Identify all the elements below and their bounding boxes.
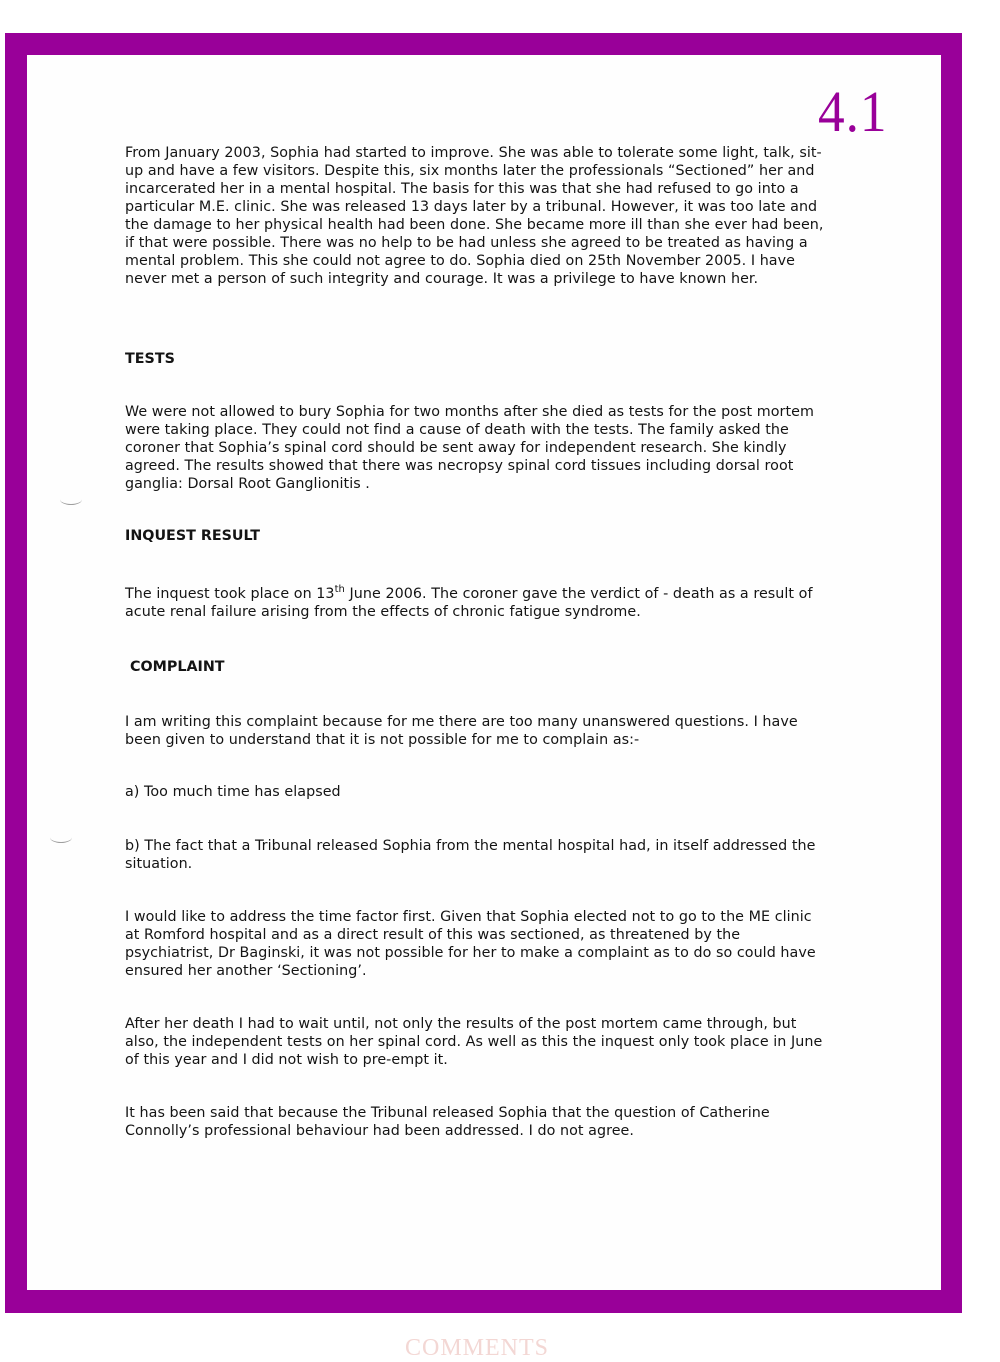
inquest-heading: INQUEST RESULT xyxy=(125,528,261,544)
inquest-paragraph xyxy=(125,585,825,621)
complaint-item-b: b) The fact that a Tribunal released Sophia from the mental hospital had, in itself addressed the situation. xyxy=(125,838,816,872)
complaint-tribunal-paragraph: It has been said that because the Tribunal released Sophia that the question of Catherine Connolly’s professional behaviour had been addressed. I do not agree. xyxy=(125,1105,770,1139)
tests-paragraph: We were not allowed to bury Sophia for two months after she died as tests for the post mortem were taking place. They could not find a cause of death with the tests. The family asked the coroner that Sophia’s spinal cord should be sent away for independent research. She kindly agreed. The results showed that there was necropsy spinal cord tissues including dorsal root ganglia: Dorsal Root Ganglionitis . xyxy=(125,404,814,492)
complaint-heading: COMPLAINT xyxy=(130,659,225,675)
complaint-time-paragraph: I would like to address the time factor first. Given that Sophia elected not to go to the ME clinic at Romford hospital and as a direct result of this was sectioned, as threatened by the psychiatrist, Dr Baginski, it was not possible for her to make a complaint as to do so could have ensured her another ‘Sectioning’. xyxy=(125,909,816,979)
inquest-text-end: June 2006. The coroner gave the verdict of - death as a result of acute renal failure arising from the effects of chronic fatigue syndrome. xyxy=(125,586,813,620)
faint-footer-text: COMMENTS xyxy=(405,1335,550,1361)
scan-mark xyxy=(60,494,82,505)
complaint-item-a: a) Too much time has elapsed xyxy=(125,784,341,800)
inquest-text-start: The inquest took place on 13 xyxy=(125,586,335,602)
tests-heading: TESTS xyxy=(125,351,175,367)
ordinal-suffix: th xyxy=(334,584,345,595)
page-number: 4.1 xyxy=(818,79,888,144)
complaint-after-death-paragraph: After her death I had to wait until, not only the results of the post mortem came through, but also, the independent tests on her spinal cord. As well as this the inquest only took place in June of this year and I did not wish to pre-empt it. xyxy=(125,1016,823,1068)
scan-mark xyxy=(50,832,72,843)
complaint-intro: I am writing this complaint because for me there are too many unanswered questions. I have been given to understand that it is not possible for me to complain as:- xyxy=(125,714,798,748)
intro-paragraph: From January 2003, Sophia had started to improve. She was able to tolerate some light, talk, sit-up and have a few visitors. Despite this, six months later the professionals “Sectioned” her and incarcerated her in a mental hospital. The basis for this was that she had refused to go into a particular M.E. clinic. She was released 13 days later by a tribunal. However, it was too late and the damage to her physical health had been done. She became more ill than she ever had been, if that were possible. There was no help to be had unless she agreed to be treated as having a mental problem. This she could not agree to do. Sophia died on 25th November 2005. I have never met a person of such integrity and courage. It was a privilege to have known her. xyxy=(125,145,824,287)
